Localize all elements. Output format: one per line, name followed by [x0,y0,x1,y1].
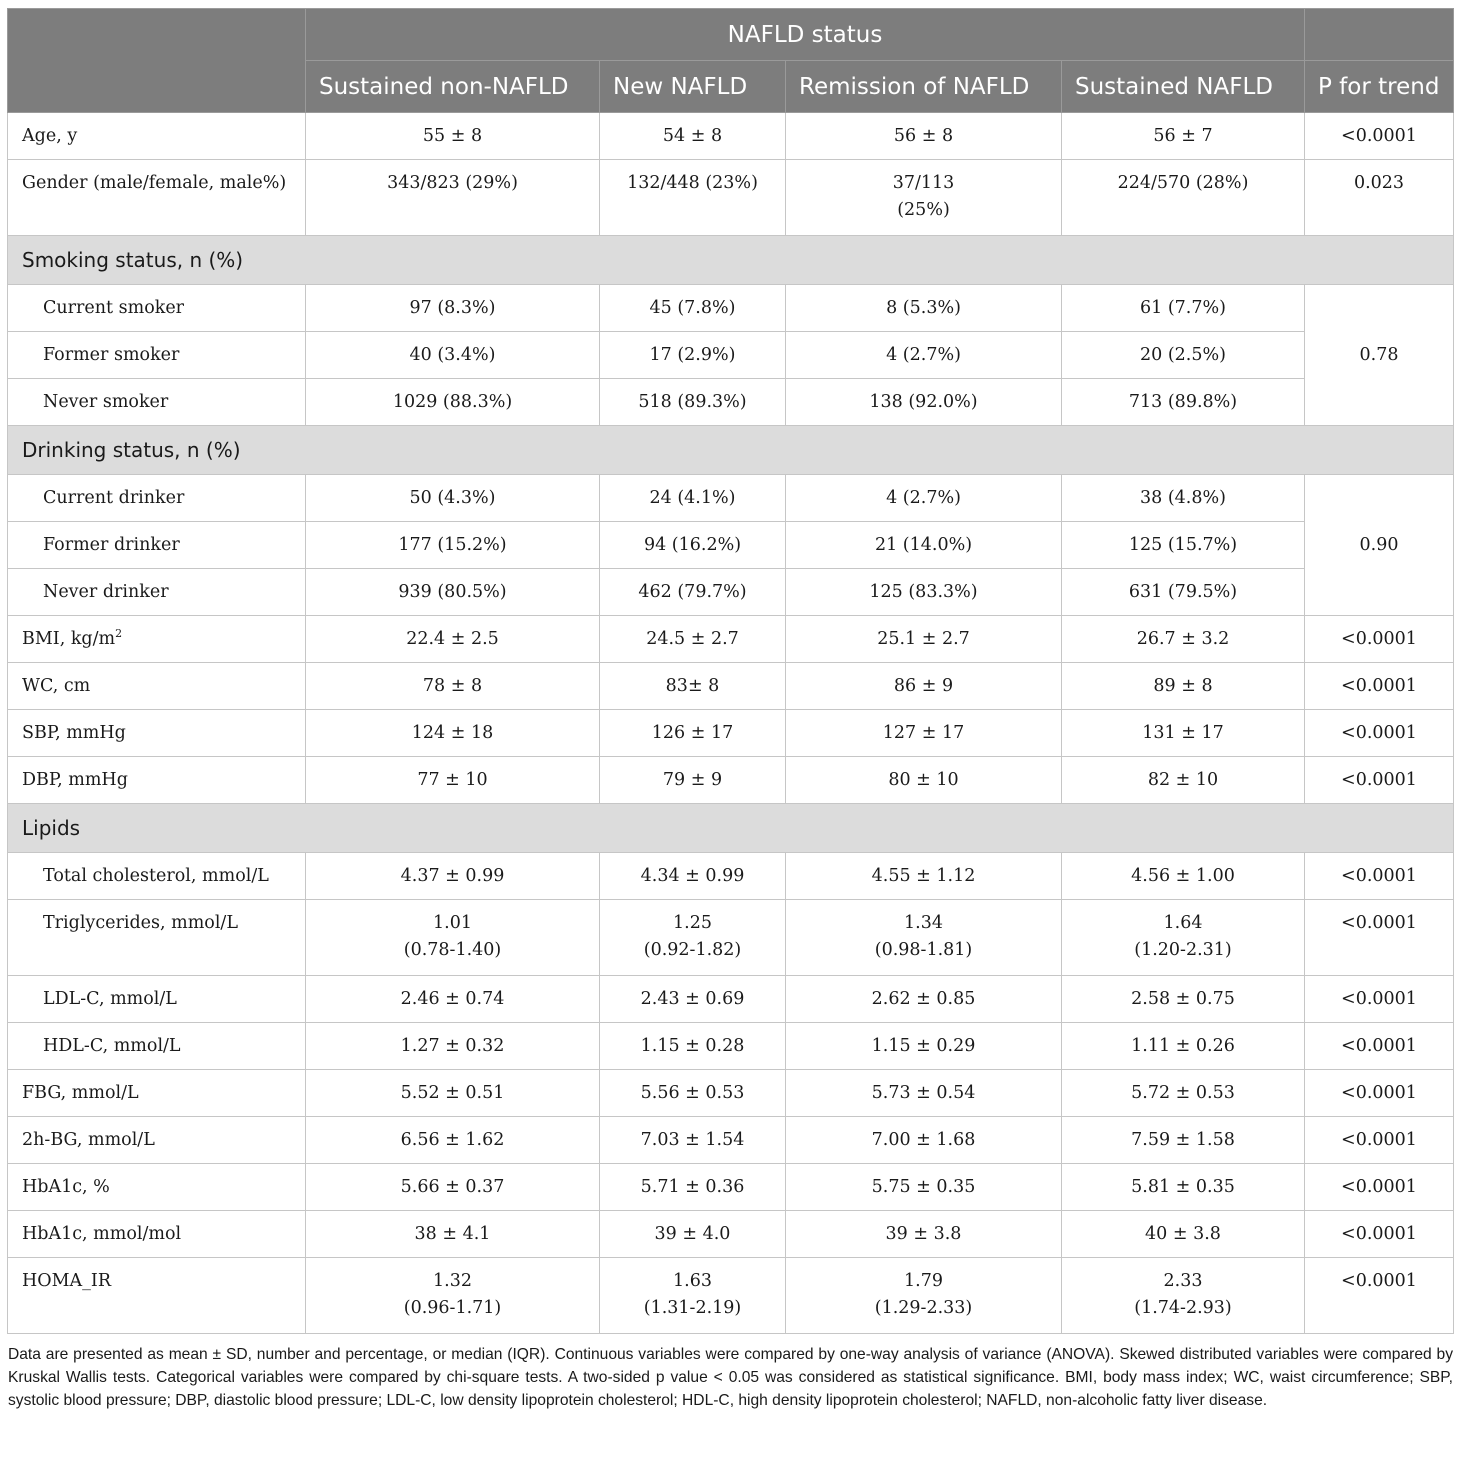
cell-line: 1.32 [433,1271,472,1291]
cell: 8 (5.3%) [786,285,1062,332]
row-label: FBG, mmol/L [8,1070,306,1117]
section-label: Lipids [8,804,1454,853]
table-row-triglycerides [8,900,1454,976]
cell: 61 (7.7%) [1062,285,1305,332]
cell: 80 ± 10 [786,757,1062,804]
row-label: HbA1c, mmol/mol [8,1211,306,1258]
cell [1062,900,1305,976]
cell-line: 1.01 [433,913,472,933]
p-value: 0.023 [1305,160,1454,236]
cell: 82 ± 10 [1062,757,1305,804]
cell-line: 1.79 [904,1271,943,1291]
cell: 86 ± 9 [786,663,1062,710]
cell: 78 ± 8 [306,663,600,710]
cell: 38 (4.8%) [1062,475,1305,522]
header-corner [8,9,306,113]
row-label: Former drinker [8,522,306,569]
cell-line: 37/113 [892,173,955,193]
superscript: 2 [115,627,123,641]
table-row-current-drinker [8,475,1454,522]
table-row-wc [8,663,1454,710]
baseline-characteristics-table [7,8,1454,1334]
cell: 21 (14.0%) [786,522,1062,569]
cell: 939 (80.5%) [306,569,600,616]
cell: 40 (3.4%) [306,332,600,379]
cell: 518 (89.3%) [600,379,786,426]
row-label: Never drinker [8,569,306,616]
p-value: <0.0001 [1305,757,1454,804]
cell [306,900,600,976]
cell: 4 (2.7%) [786,475,1062,522]
cell: 4.55 ± 1.12 [786,853,1062,900]
section-row-smoking [8,236,1454,285]
cell: 224/570 (28%) [1062,160,1305,236]
p-value: <0.0001 [1305,1070,1454,1117]
table-row-ldl-c [8,976,1454,1023]
header-group-nafld-status: NAFLD status [306,9,1305,61]
section-label: Drinking status, n (%) [8,426,1454,475]
cell: 24.5 ± 2.7 [600,616,786,663]
cell: 131 ± 17 [1062,710,1305,757]
table-row-2h-bg [8,1117,1454,1164]
cell: 5.81 ± 0.35 [1062,1164,1305,1211]
cell: 5.71 ± 0.36 [600,1164,786,1211]
row-label: HbA1c, % [8,1164,306,1211]
table-row-bmi [8,616,1454,663]
cell: 97 (8.3%) [306,285,600,332]
cell: 2.62 ± 0.85 [786,976,1062,1023]
section-label: Smoking status, n (%) [8,236,1454,285]
cell: 126 ± 17 [600,710,786,757]
cell-line: 1.34 [904,913,943,933]
table-row-hba1c-percent [8,1164,1454,1211]
cell: 5.52 ± 0.51 [306,1070,600,1117]
row-label: Total cholesterol, mmol/L [8,853,306,900]
p-value: 0.78 [1305,285,1454,426]
cell-line: (1.31-2.19) [643,1298,742,1318]
cell: 138 (92.0%) [786,379,1062,426]
table-row-homa-ir [8,1258,1454,1334]
cell [1062,1258,1305,1334]
cell: 5.56 ± 0.53 [600,1070,786,1117]
row-label: 2h-BG, mmol/L [8,1117,306,1164]
cell: 7.03 ± 1.54 [600,1117,786,1164]
section-row-lipids [8,804,1454,853]
row-label: Gender (male/female, male%) [8,160,306,236]
p-value: <0.0001 [1305,853,1454,900]
cell: 5.72 ± 0.53 [1062,1070,1305,1117]
section-row-drinking [8,426,1454,475]
cell: 4.34 ± 0.99 [600,853,786,900]
table-container [7,8,1453,1428]
cell-line: (0.92-1.82) [643,940,742,960]
p-value: <0.0001 [1305,1023,1454,1070]
cell [600,1258,786,1334]
cell: 125 (15.7%) [1062,522,1305,569]
table-row-dbp [8,757,1454,804]
header-new-nafld: New NAFLD [600,61,786,113]
cell-line: 2.33 [1163,1271,1203,1291]
row-label-text: BMI, kg/m [22,629,116,649]
p-value: <0.0001 [1305,976,1454,1023]
cell: 4.37 ± 0.99 [306,853,600,900]
cell: 77 ± 10 [306,757,600,804]
p-value: <0.0001 [1305,1258,1454,1334]
cell-line: 1.63 [673,1271,712,1291]
cell: 343/823 (29%) [306,160,600,236]
p-value: <0.0001 [1305,616,1454,663]
table-row-never-drinker [8,569,1454,616]
row-label: Current drinker [8,475,306,522]
cell: 20 (2.5%) [1062,332,1305,379]
cell: 94 (16.2%) [600,522,786,569]
row-label: HOMA_IR [8,1258,306,1334]
cell: 5.73 ± 0.54 [786,1070,1062,1117]
cell: 1.27 ± 0.32 [306,1023,600,1070]
cell-line: (25%) [897,200,950,220]
p-value: <0.0001 [1305,900,1454,976]
cell: 2.58 ± 0.75 [1062,976,1305,1023]
row-label [8,616,306,663]
cell: 56 ± 8 [786,113,1062,160]
cell-line: 1.64 [1163,913,1203,933]
row-label: DBP, mmHg [8,757,306,804]
cell: 1.11 ± 0.26 [1062,1023,1305,1070]
cell: 50 (4.3%) [306,475,600,522]
cell: 5.66 ± 0.37 [306,1164,600,1211]
cell: 4.56 ± 1.00 [1062,853,1305,900]
table-row-hba1c-mmol [8,1211,1454,1258]
cell: 7.59 ± 1.58 [1062,1117,1305,1164]
cell: 1.15 ± 0.28 [600,1023,786,1070]
row-label: Never smoker [8,379,306,426]
cell: 2.46 ± 0.74 [306,976,600,1023]
cell: 124 ± 18 [306,710,600,757]
header-sustained-non-nafld: Sustained non-NAFLD [306,61,600,113]
cell: 1.15 ± 0.29 [786,1023,1062,1070]
cell: 40 ± 3.8 [1062,1211,1305,1258]
cell: 54 ± 8 [600,113,786,160]
table-row-age [8,113,1454,160]
header-blank [1305,9,1454,61]
cell: 631 (79.5%) [1062,569,1305,616]
cell: 39 ± 3.8 [786,1211,1062,1258]
row-label: HDL-C, mmol/L [8,1023,306,1070]
cell: 5.75 ± 0.35 [786,1164,1062,1211]
table-row-former-drinker [8,522,1454,569]
cell [786,900,1062,976]
p-value: <0.0001 [1305,1211,1454,1258]
cell: 55 ± 8 [306,113,600,160]
cell: 22.4 ± 2.5 [306,616,600,663]
header-sustained-nafld: Sustained NAFLD [1062,61,1305,113]
cell-line: (0.98-1.81) [874,940,973,960]
p-value: <0.0001 [1305,113,1454,160]
cell: 132/448 (23%) [600,160,786,236]
cell-line: (0.78-1.40) [403,940,502,960]
cell: 24 (4.1%) [600,475,786,522]
cell: 6.56 ± 1.62 [306,1117,600,1164]
cell: 125 (83.3%) [786,569,1062,616]
cell: 26.7 ± 3.2 [1062,616,1305,663]
row-label: Age, y [8,113,306,160]
header-remission-nafld: Remission of NAFLD [786,61,1062,113]
table-footnote: Data are presented as mean ± SD, number and percentage, or median (IQR). Continuous variables were compared by one-way analysis of variance (ANOVA). Skewed distributed variables were compared by Kruskal Wallis tests. Categorical variables were compared by chi-square tests. A two-sided p value < 0.05 was considered as statistical significance. BMI, body mass index; WC, waist circumference; SBP, systolic blood pressure; DBP, diastolic blood pressure; LDL-C, low density lipoprotein cholesterol; HDL-C, high density lipoprotein cholesterol; NAFLD, non-alcoholic fatty liver disease. [8,1346,1453,1409]
cell: 127 ± 17 [786,710,1062,757]
cell [786,160,1062,236]
cell: 45 (7.8%) [600,285,786,332]
cell: 39 ± 4.0 [600,1211,786,1258]
cell [306,1258,600,1334]
cell: 79 ± 9 [600,757,786,804]
p-value: <0.0001 [1305,710,1454,757]
p-value: 0.90 [1305,475,1454,616]
header-p-for-trend: P for trend [1305,61,1454,113]
cell: 713 (89.8%) [1062,379,1305,426]
cell: 1029 (88.3%) [306,379,600,426]
row-label: Triglycerides, mmol/L [8,900,306,976]
table-row-sbp [8,710,1454,757]
cell: 25.1 ± 2.7 [786,616,1062,663]
row-label: SBP, mmHg [8,710,306,757]
table-row-fbg [8,1070,1454,1117]
row-label: WC, cm [8,663,306,710]
table-row-current-smoker [8,285,1454,332]
cell: 4 (2.7%) [786,332,1062,379]
cell: 56 ± 7 [1062,113,1305,160]
table-row-gender [8,160,1454,236]
cell: 83± 8 [600,663,786,710]
table-row-total-cholesterol [8,853,1454,900]
cell-line: 1.25 [673,913,712,933]
cell-line: (1.74-2.93) [1134,1298,1232,1318]
cell: 2.43 ± 0.69 [600,976,786,1023]
cell: 17 (2.9%) [600,332,786,379]
cell [600,900,786,976]
cell [786,1258,1062,1334]
table-row-never-smoker [8,379,1454,426]
table-row-hdl-c [8,1023,1454,1070]
table-row-former-smoker [8,332,1454,379]
cell: 7.00 ± 1.68 [786,1117,1062,1164]
cell-line: (0.96-1.71) [403,1298,502,1318]
p-value: <0.0001 [1305,663,1454,710]
cell-line: (1.20-2.31) [1134,940,1232,960]
cell: 177 (15.2%) [306,522,600,569]
row-label: Current smoker [8,285,306,332]
p-value: <0.0001 [1305,1164,1454,1211]
row-label: LDL-C, mmol/L [8,976,306,1023]
cell: 38 ± 4.1 [306,1211,600,1258]
row-label: Former smoker [8,332,306,379]
cell: 89 ± 8 [1062,663,1305,710]
cell: 462 (79.7%) [600,569,786,616]
cell-line: (1.29-2.33) [874,1298,973,1318]
p-value: <0.0001 [1305,1117,1454,1164]
